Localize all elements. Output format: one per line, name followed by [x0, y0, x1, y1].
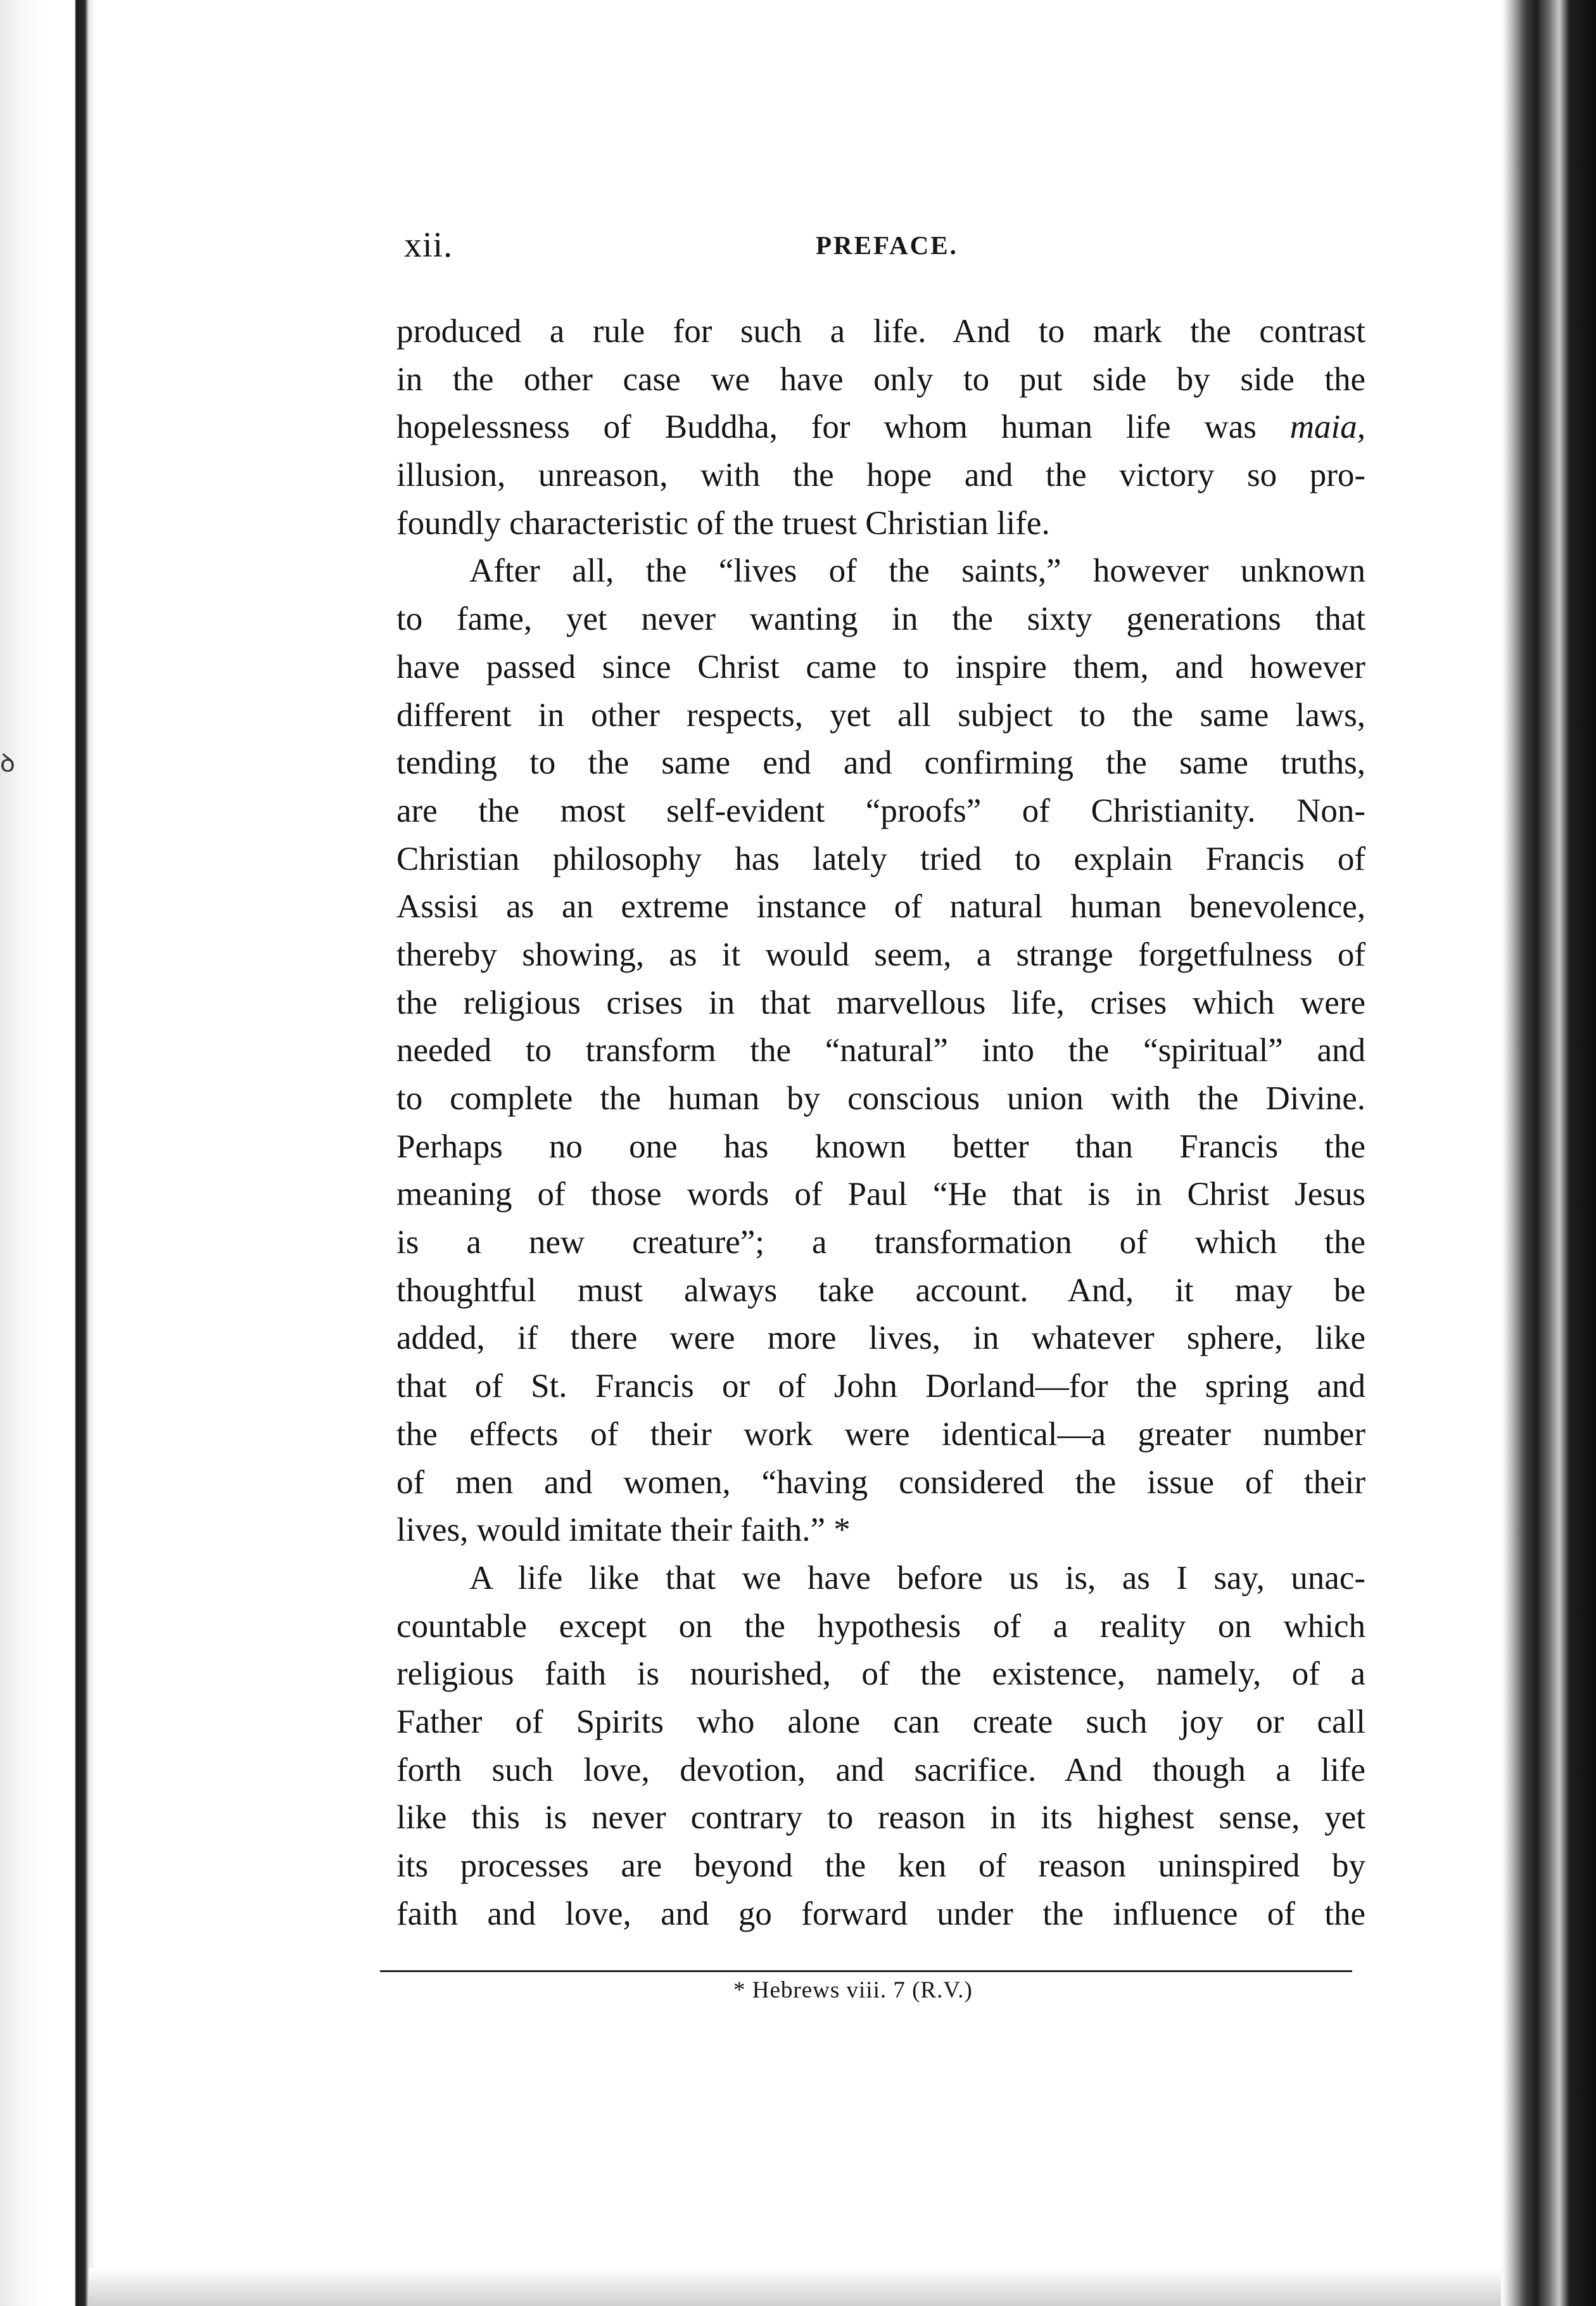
- body-text: [396, 308, 1365, 1938]
- text-line: countable except on the hypothesis of a reality on which: [396, 1607, 1365, 1645]
- text-line: faith and love, and go forward under the influence of the: [396, 1895, 1365, 1932]
- text-line: to fame, yet never wanting in the sixty generations that: [396, 601, 1365, 638]
- running-title: PREFACE.: [816, 231, 958, 260]
- text-line: needed to transform the “natural” into the “spiritual” and: [396, 1032, 1365, 1069]
- text-line: meaning of those words of Paul “He that is in Christ Jesus: [396, 1176, 1365, 1213]
- text-line: illusion, unreason, with the hope and the victory so pro-: [396, 457, 1365, 494]
- paragraph: [396, 1555, 1365, 1939]
- text-line: Christian philosophy has lately tried to explain Francis of: [396, 840, 1365, 877]
- text-line: is a new creature”; a transformation of which the: [396, 1224, 1365, 1261]
- text-line: tending to the same end and confirming the same truths,: [396, 744, 1365, 782]
- text-line: Father of Spirits who alone can create such joy or call: [396, 1703, 1365, 1740]
- text-line: Assisi as an extreme instance of natural human benevolence,: [396, 888, 1365, 926]
- text-line: thoughtful must always take account. And, it may be: [396, 1271, 1365, 1309]
- text-line: in the other case we have only to put side by side the: [396, 360, 1365, 398]
- page-number: xii.: [404, 226, 453, 265]
- text-line: produced a rule for such a life. And to mark the contrast: [396, 313, 1365, 350]
- page-bottom-edge: [89, 2268, 1501, 2306]
- text-line: to complete the human by conscious union with the Divine.: [396, 1080, 1365, 1117]
- page-right-edge: [1501, 0, 1596, 2306]
- text-line: are the most self-evident “proofs” of Christianity. Non-: [396, 792, 1365, 829]
- text-line: of men and women, “having considered the issue of their: [396, 1463, 1365, 1501]
- paragraph: [396, 547, 1365, 1554]
- text-line: Perhaps no one has known better than Francis the: [396, 1128, 1365, 1165]
- italic-word: maia,: [1289, 409, 1365, 446]
- text-line: its processes are beyond the ken of reason uninspired by: [396, 1847, 1365, 1884]
- text-line: foundly characteristic of the truest Christian life.: [396, 504, 1050, 542]
- paragraph: [396, 308, 1365, 547]
- text-line: thereby showing, as it would seem, a strange forgetfulness of: [396, 936, 1365, 973]
- page-left-edge: [0, 0, 95, 2306]
- text-line: forth such love, devotion, and sacrifice. And though a life: [396, 1751, 1365, 1788]
- text-line: the effects of their work were identical—a greater number: [396, 1415, 1365, 1453]
- margin-mark: ꝺ: [0, 749, 15, 777]
- text-line: the religious crises in that marvellous life, crises which were: [396, 984, 1365, 1021]
- text-line: like this is never contrary to reason in its highest sense, yet: [396, 1799, 1365, 1837]
- text-line: have passed since Christ came to inspire them, and however: [396, 648, 1365, 685]
- text-line: added, if there were more lives, in whatever sphere, like: [396, 1320, 1365, 1357]
- text-line: After all, the “lives of the saints,” however unknown: [469, 552, 1365, 590]
- text-line: A life like that we have before us is, as I say, unac-: [469, 1559, 1365, 1596]
- text-line: hopelessness of Buddha, for whom human life was maia,: [396, 409, 1365, 446]
- text-line: lives, would imitate their faith.” *: [396, 1512, 851, 1549]
- footnote: * Hebrews viii. 7 (R.V.): [733, 1977, 973, 2003]
- footnote-rule: [380, 1970, 1352, 1972]
- text-line: that of St. Francis or of John Dorland—for the spring and: [396, 1368, 1365, 1405]
- text-line: different in other respects, yet all subject to the same laws,: [396, 696, 1365, 734]
- text-line: religious faith is nourished, of the existence, namely, of a: [396, 1655, 1365, 1693]
- running-head: [404, 225, 1360, 276]
